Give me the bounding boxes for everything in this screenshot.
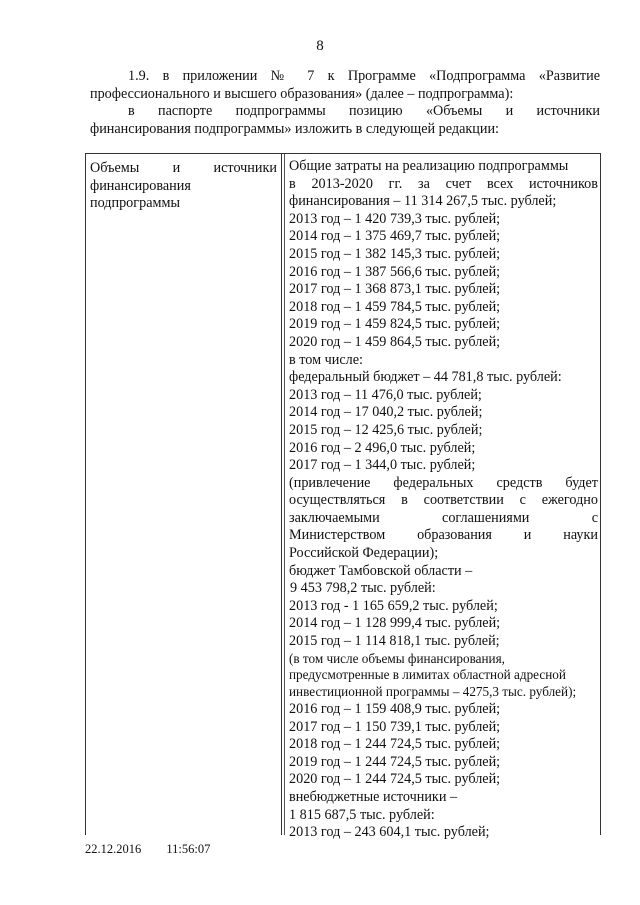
federal-note-line <box>289 510 598 528</box>
regional-year-row: 2016 год – 1 159 408,9 тыс. рублей; <box>289 701 501 718</box>
regional-line: 9 453 798,2 тыс. рублей: <box>290 580 436 597</box>
regional-year-row: 2013 год - 1 165 659,2 тыс. рублей; <box>289 597 498 614</box>
regional-years-list <box>289 598 598 651</box>
regional-year-row: 2020 год – 1 244 724,5 тыс. рублей; <box>289 771 501 788</box>
justified-word: соответствии <box>423 492 504 509</box>
extra-line: внебюджетные источники – <box>289 788 458 805</box>
extra-line: 1 815 687,5 тыс. рублей: <box>289 806 435 823</box>
justified-word: федеральных <box>393 474 474 491</box>
table-right-column <box>284 154 602 841</box>
justified-word: Министерством <box>289 527 386 544</box>
intro-line: финансирования подпрограммы» изложить в следующей редакции: <box>90 120 499 137</box>
regional-note-line: (в том числе объемы финансирования, <box>289 650 505 666</box>
regional-year-row: 2019 год – 1 244 724,5 тыс. рублей; <box>289 753 501 770</box>
intro-line: 1.9. в приложении № 7 к Программе «Подпрограмма «Развитие <box>128 68 600 84</box>
regional-note-line: предусмотренные в лимитах областной адресной <box>289 667 566 683</box>
footer-date: 22.12.2016 <box>85 842 142 856</box>
extra-year-row: 2013 год – 243 604,1 тыс. рублей; <box>289 824 490 841</box>
total-year-row: 2017 год – 1 368 873,1 тыс. рублей; <box>289 281 501 298</box>
regional-year-row: 2018 год – 1 244 724,5 тыс. рублей; <box>289 736 501 753</box>
federal-year-row: 2017 год – 1 344,0 тыс. рублей; <box>289 457 476 474</box>
regional-years-list <box>289 701 598 789</box>
justified-word: в <box>401 492 408 509</box>
justified-word: будет <box>565 474 598 491</box>
including-line: в том числе: <box>289 351 363 368</box>
left-heading-line <box>90 160 277 178</box>
justified-word: соглашениями <box>442 509 530 526</box>
justified-word: всех <box>487 175 514 192</box>
federal-note-line: Российской Федерации); <box>289 545 439 562</box>
federal-year-row: 2016 год – 2 496,0 тыс. рублей; <box>289 439 476 456</box>
justified-word: заключаемыми <box>289 509 380 526</box>
justified-word: (привлечение <box>289 474 371 491</box>
regional-year-row: 2014 год – 1 128 999,4 тыс. рублей; <box>289 615 501 632</box>
left-heading-line: подпрограммы <box>90 195 180 211</box>
total-line: Общие затраты на реализацию подпрограммы <box>289 158 569 174</box>
justified-word: гг. <box>388 175 403 192</box>
justified-word: с <box>591 509 598 526</box>
total-years-list <box>289 211 598 352</box>
page-number: 8 <box>316 38 324 54</box>
footer-time: 11:56:07 <box>166 842 211 856</box>
total-year-row: 2016 год – 1 387 566,6 тыс. рублей; <box>289 263 501 280</box>
federal-note-line <box>289 527 598 545</box>
intro-text <box>90 68 600 138</box>
federal-years-list <box>289 387 598 475</box>
funding-table <box>85 153 601 841</box>
justified-word: осуществляться <box>289 492 386 509</box>
total-year-row: 2014 год – 1 375 469,7 тыс. рублей; <box>289 228 501 245</box>
justified-word: за <box>417 175 430 192</box>
left-word: и <box>172 160 181 176</box>
footer-timestamp <box>85 842 232 857</box>
justified-word: в <box>289 175 296 192</box>
federal-year-row: 2013 год – 11 476,0 тыс. рублей; <box>289 386 482 403</box>
total-year-row: 2018 год – 1 459 784,5 тыс. рублей; <box>289 298 501 315</box>
intro-line: профессионального и высшего образования» (далее – подпрограмма): <box>90 85 514 102</box>
total-year-row: 2015 год – 1 382 145,3 тыс. рублей; <box>289 245 501 262</box>
federal-year-row: 2014 год – 17 040,2 тыс. рублей; <box>289 404 483 421</box>
federal-note-line <box>289 475 598 493</box>
justified-word: ежегодно <box>541 492 598 509</box>
left-heading-line: финансирования <box>90 177 191 194</box>
table-left-column <box>86 154 282 835</box>
regional-note-line: инвестиционной программы – 4275,3 тыс. рублей); <box>289 684 577 700</box>
regional-year-row: 2017 год – 1 150 739,1 тыс. рублей; <box>289 718 501 735</box>
regional-line: бюджет Тамбовской области – <box>289 562 473 579</box>
federal-total-line: федеральный бюджет – 44 781,8 тыс. рублей: <box>289 369 562 386</box>
total-line: финансирования – 11 314 267,5 тыс. рублей; <box>289 193 557 210</box>
total-year-row: 2020 год – 1 459 864,5 тыс. рублей; <box>289 333 501 350</box>
left-word: Объемы <box>90 160 140 176</box>
total-year-row: 2013 год – 1 420 739,3 тыс. рублей; <box>289 210 501 227</box>
extra-years-list <box>289 824 598 842</box>
total-line <box>289 176 598 194</box>
justified-word: с <box>519 492 526 509</box>
federal-year-row: 2015 год – 12 425,6 тыс. рублей; <box>289 421 483 438</box>
federal-note-line <box>289 492 598 510</box>
justified-word: счет <box>445 175 472 192</box>
regional-year-row: 2015 год – 1 114 818,1 тыс. рублей; <box>289 633 500 650</box>
justified-word: науки <box>563 527 598 544</box>
justified-word: средств <box>496 474 543 491</box>
total-year-row: 2019 год – 1 459 824,5 тыс. рублей; <box>289 316 501 333</box>
intro-line: в паспорте подпрограммы позицию «Объемы и источники <box>128 103 600 119</box>
justified-word: источников <box>529 175 598 192</box>
left-word: источники <box>213 160 277 176</box>
justified-word: 2013-2020 <box>311 175 373 192</box>
justified-word: и <box>523 527 532 544</box>
justified-word: образования <box>417 527 492 544</box>
